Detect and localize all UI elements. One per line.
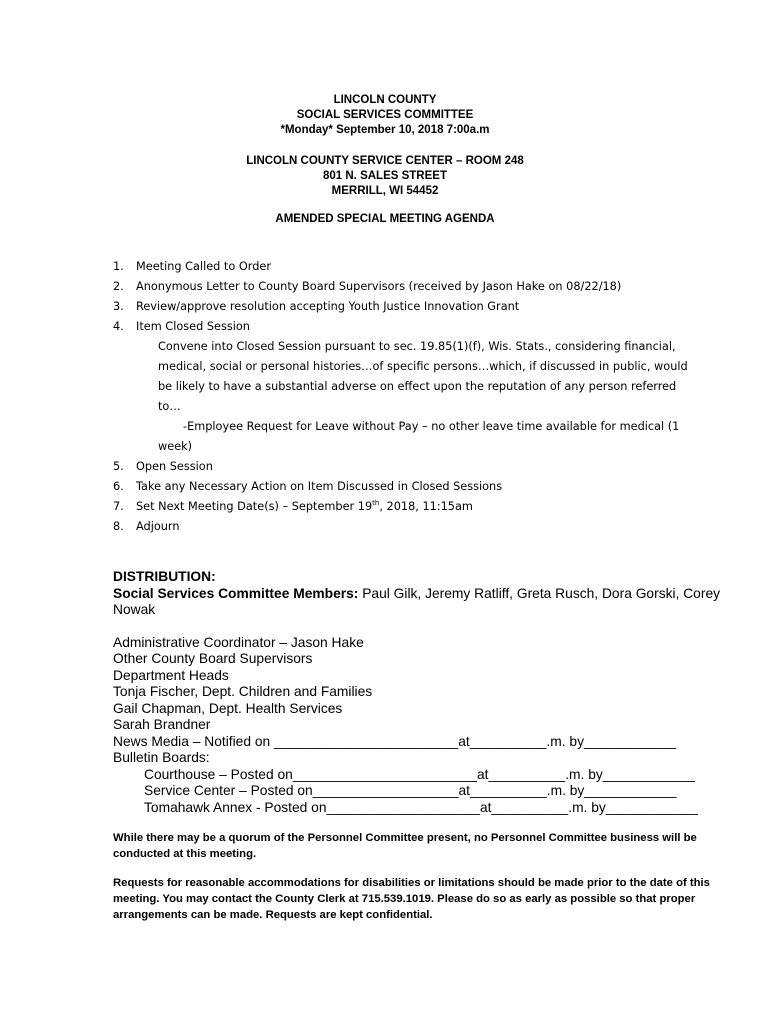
recipient-line: Gail Chapman, Dept. Health Services: [113, 700, 343, 716]
agenda-item: [113, 497, 713, 517]
location-building: LINCOLN COUNTY SERVICE CENTER – ROOM 248: [246, 155, 524, 167]
closed-session-description: Convene into Closed Session pursuant to sec. 19.85(1)(f), Wis. Stats., considering financial, medical, social or personal histories…of specific persons…which, if discussed in public, would be likely to have a substantial adverse on effect upon the reputation of any person referred to…: [158, 340, 688, 413]
recipient-line: Other County Board Supervisors: [113, 651, 313, 666]
agenda-item-text: Review/approve resolution accepting Youth Justice Innovation Grant: [136, 300, 520, 313]
recipient-line: Department Heads: [113, 667, 229, 683]
bulletin-service-center: Service Center – Posted on___________________at__________.m. by____________: [144, 783, 677, 798]
agenda-item-number: 4.: [113, 320, 124, 333]
quorum-notice: While there may be a quorum of the Personnel Committee present, no Personnel Committee business will be conducted at this meeting.: [113, 832, 697, 860]
agenda-item-number: 2.: [113, 280, 124, 293]
committee-name: SOCIAL SERVICES COMMITTEE: [296, 109, 474, 121]
accommodations-notice: Requests for reasonable accommodations for disabilities or limitations should be made prior to the date of this meeting. You may contact the County Clerk at 715.539.1019. Please do so as early as possible so that proper arrangements can be made. Requests are kept confidential.: [113, 877, 710, 921]
location-city: MERRILL, WI 54452: [331, 185, 439, 197]
agenda-title: [0, 212, 770, 227]
distribution-title: DISTRIBUTION:: [113, 569, 216, 584]
recipient-line: Sarah Brandner: [113, 717, 211, 732]
agenda-item: [113, 317, 713, 337]
agenda-item-text: Item Closed Session: [136, 320, 250, 333]
agenda-item: [113, 277, 713, 297]
agenda-item-text: Meeting Called to Order: [136, 260, 271, 273]
agenda-item-number: 7.: [113, 500, 124, 513]
agenda-item-number: 8.: [113, 520, 124, 533]
location-street: 801 N. SALES STREET: [323, 170, 447, 182]
agenda-item: [113, 257, 713, 277]
bulletin-boards-label: Bulletin Boards:: [113, 750, 210, 765]
location-block: [0, 154, 770, 199]
ordinal-suffix: th: [372, 499, 380, 508]
bulletin-courthouse: Courthouse – Posted on________________________at__________.m. by____________: [144, 766, 695, 782]
agenda-item: [113, 477, 713, 497]
agenda-item-number: 3.: [113, 300, 124, 313]
agenda-item-number: 6.: [113, 480, 124, 493]
agenda-item-text-before: Set Next Meeting Date(s) – September 19: [136, 500, 373, 513]
distribution-section: [113, 569, 733, 816]
agenda-title-text: AMENDED SPECIAL MEETING AGENDA: [275, 213, 495, 225]
members-list: Paul Gilk, Jeremy Ratliff, Greta Rusch, Dora Gorski, Corey Nowak: [113, 585, 721, 617]
agenda-item-text: Take any Necessary Action on Item Discussed in Closed Sessions: [136, 480, 503, 493]
header-block: [0, 93, 770, 138]
recipient-line: Tonja Fischer, Dept. Children and Families: [113, 684, 373, 699]
agenda-item-number: 1.: [113, 260, 124, 273]
meeting-date: *Monday* September 10, 2018 7:00a.m: [280, 124, 490, 136]
committee-members: [113, 586, 733, 619]
bulletin-tomahawk-annex: Tomahawk Annex - Posted on____________________at__________.m. by____________: [144, 799, 698, 815]
agenda-item-text: Adjourn: [136, 520, 180, 533]
news-media-line: News Media – Notified on ________________________at__________.m. by____________: [113, 733, 677, 749]
agenda-item-text-after: , 2018, 11:15am: [379, 500, 473, 513]
agenda-item-number: 5.: [113, 460, 124, 473]
county-name: LINCOLN COUNTY: [333, 94, 437, 106]
closed-session-subitem: -Employee Request for Leave without Pay – no other leave time available for medical (1 week): [158, 420, 680, 453]
agenda-item: [113, 517, 713, 537]
agenda-list: [113, 257, 713, 537]
recipient-line: Administrative Coordinator – Jason Hake: [113, 634, 364, 650]
agenda-item: [113, 457, 713, 477]
agenda-item-text: Open Session: [136, 460, 213, 473]
agenda-item: [113, 297, 713, 317]
members-label: Social Services Committee Members:: [113, 585, 359, 601]
agenda-item-text: Anonymous Letter to County Board Supervisors (received by Jason Hake on 08/22/18): [136, 280, 622, 293]
spacer: [113, 619, 733, 635]
